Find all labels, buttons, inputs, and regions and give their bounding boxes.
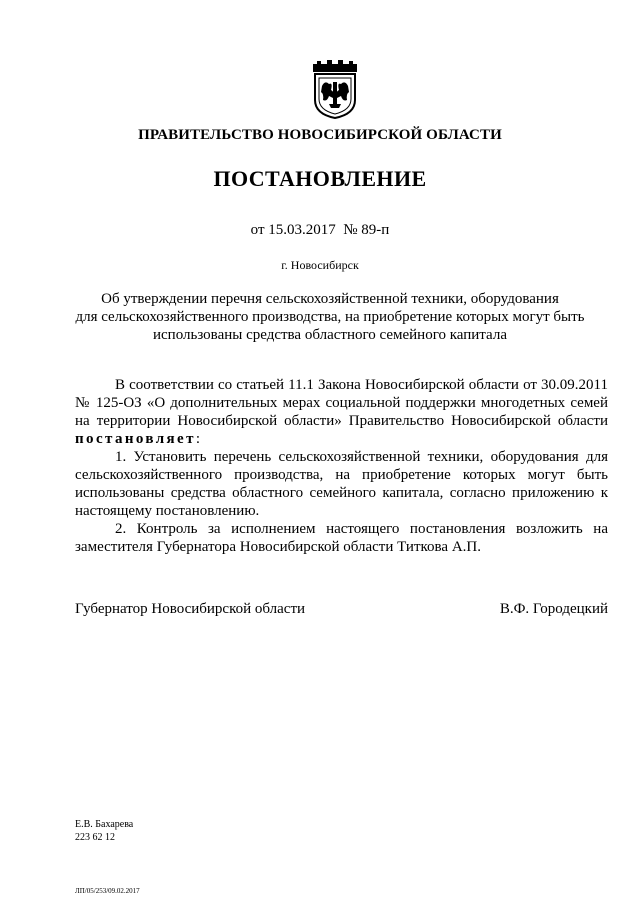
clause-1: 1. Установить перечень сельскохозяйственной техники, оборудования для сельскохозяйственного производства, на приобретение которых могут быть использованы средства областного семейного капитала, согласно приложению к настоящему постановлению.: [75, 449, 608, 519]
resolves-colon: :: [195, 431, 201, 447]
preamble-text: В соответствии со статьей 11.1 Закона Новосибирской области от 30.09.2011 № 125-ОЗ «О дополнительных мерах социальной поддержки многодетных семей на территории Новосибирской области» Правительство Новосибирской области: [75, 377, 608, 429]
executor-name: Е.В. Бахарева: [75, 819, 134, 830]
signatory-name: В.Ф. Городецкий: [499, 601, 608, 617]
subject-line: использованы средства областного семейного капитала: [153, 327, 507, 343]
signatory-position: Губернатор Новосибирской области: [75, 601, 306, 617]
executor-phone: 223 62 12: [75, 832, 115, 843]
document-type-title: ПОСТАНОВЛЕНИЕ: [213, 166, 427, 191]
document-body: [75, 376, 608, 556]
clause-2: 2. Контроль за исполнением настоящего постановления возложить на заместителя Губернатора Новосибирской области Титкова А.П.: [75, 521, 608, 555]
document-city: г. Новосибирск: [281, 258, 359, 272]
signature-block: [75, 600, 608, 618]
subject-line: для сельскохозяйственного производства, на приобретение которых могут быть: [75, 309, 585, 325]
resolves-word: постановляет: [75, 431, 196, 447]
subject-line: Об утверждении перечня сельскохозяйственной техники, оборудования: [101, 291, 559, 307]
preamble-paragraph: [75, 376, 608, 448]
organization-title: ПРАВИТЕЛЬСТВО НОВОСИБИРСКОЙ ОБЛАСТИ: [138, 127, 502, 143]
document-date-number: от 15.03.2017 № 89-п: [250, 222, 390, 238]
coat-of-arms-emblem: [309, 60, 361, 120]
document-code: ЛП/05/253/09.02.2017: [75, 887, 140, 895]
document-subject: [60, 290, 600, 344]
executor-block: [75, 818, 133, 844]
